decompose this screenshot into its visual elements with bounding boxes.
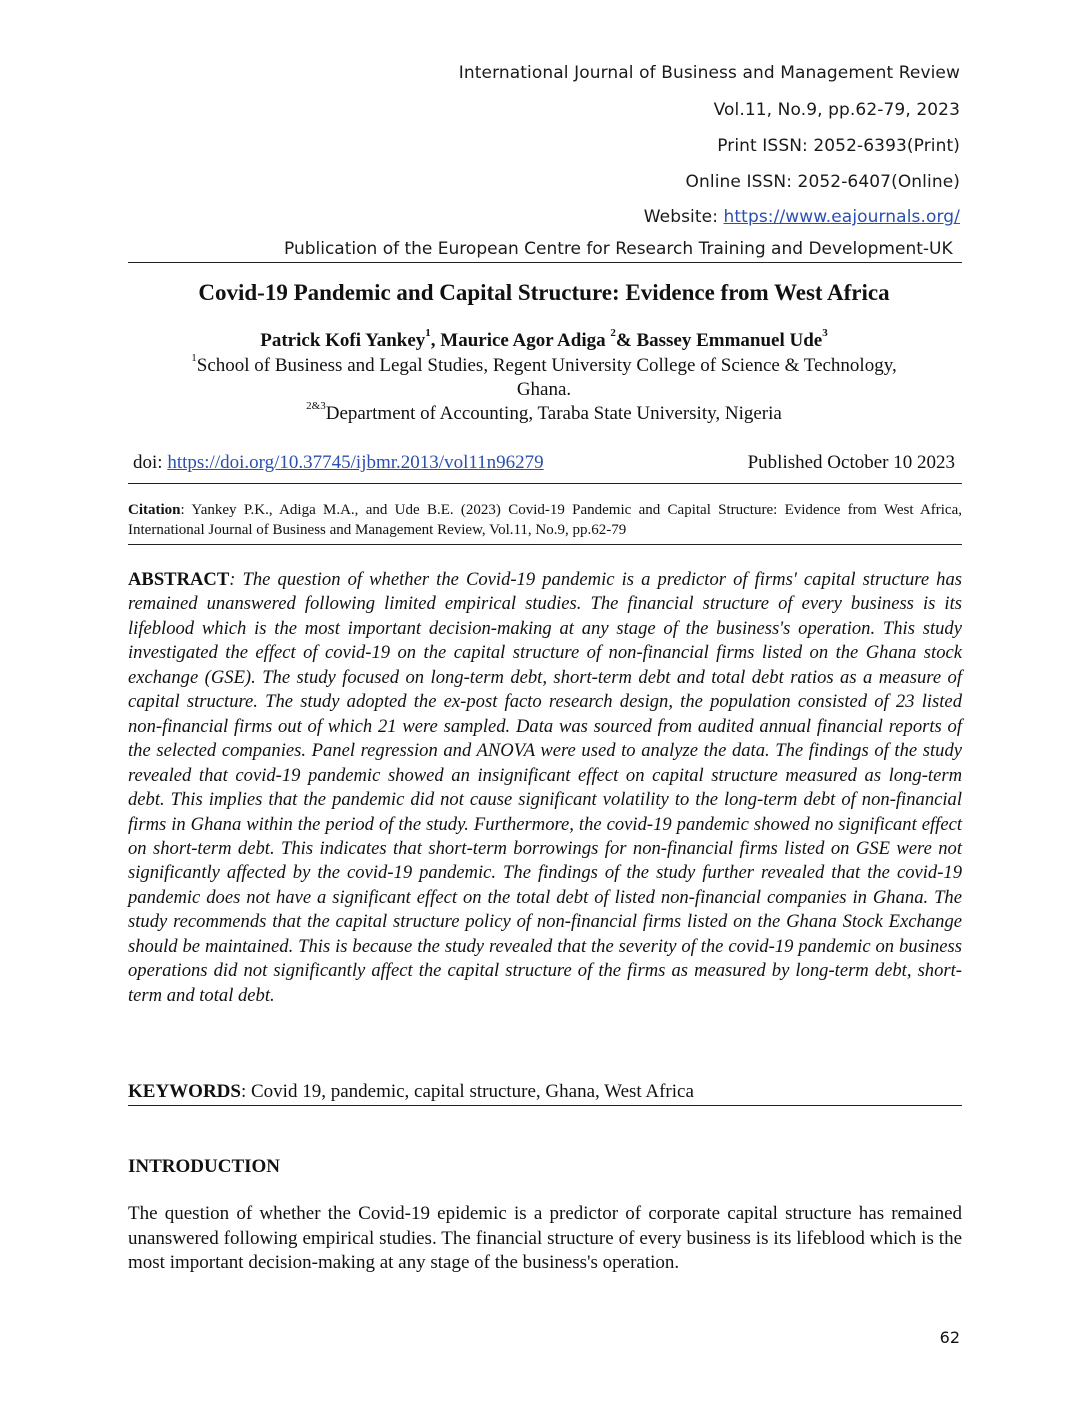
- author-1-sup: 1: [425, 327, 431, 339]
- affiliation-1-text: School of Business and Legal Studies, Regent University College of Science & Technology,: [196, 355, 897, 376]
- doi: [133, 452, 544, 474]
- print-issn: Print ISSN: 2052-6393(Print): [717, 136, 960, 156]
- header-rule: [128, 262, 962, 263]
- volume-info: Vol.11, No.9, pp.62-79, 2023: [713, 100, 960, 120]
- keywords: [128, 1081, 962, 1103]
- doi-label: doi:: [133, 452, 168, 473]
- page-number: 62: [939, 1328, 960, 1347]
- affiliation-1: [0, 352, 1088, 377]
- citation-label: Citation: [128, 502, 181, 518]
- author-3-sup: 3: [822, 327, 828, 339]
- abstract: [128, 568, 962, 1008]
- affiliation-1-country: Ghana.: [516, 379, 572, 400]
- author-3: & Bassey Emmanuel Ude: [615, 330, 823, 351]
- affiliation-2-text: Department of Accounting, Taraba State University, Nigeria: [325, 403, 782, 424]
- abstract-text: : The question of whether the Covid-19 pandemic is a predictor of firms' capital structure has remained unanswered following limited empirical studies. The financial structure of every business is its lifeblood which is the most important decision-making at any stage of the business's operation. This study investigated the effect of covid-19 on the capital structure of non-financial firms listed on the Ghana stock exchange (GSE). The study focused on long-term debt, short-term debt and total debt ratios as a measure of capital structure. The study adopted the ex-post facto research design, the population consisted of 23 listed non-financial firms out of which 21 were sampled. Data was sourced from audited annual financial reports of the selected companies. Panel regression and ANOVA were used to analyze the data. The findings of the study revealed that covid-19 pandemic showed an insignificant effect on capital structure measured as long-term debt. This implies that the pandemic did not cause significant volatility to the long-term debt of non-financial firms in Ghana within the period of the study. Furthermore, the covid-19 pandemic showed no significant effect on short-term debt. This indicates that short-term borrowings for non-financial firms listed on GSE were not significantly affected by the covid-19 pandemic. The findings of the study further revealed that the covid-19 pandemic does not have a significant effect on the total debt of listed non-financial companies in Ghana. The study recommends that the capital structure policy of non-financial firms listed on the Ghana Stock Exchange should be maintained. This is because the study revealed that the severity of the covid-19 pandemic on business operations did not significantly affect the capital structure of the firms as measured by long-term debt, short-term and total debt.: [128, 569, 962, 1006]
- journal-name: International Journal of Business and Management Review: [458, 63, 960, 83]
- publisher-line: Publication of the European Centre for Research Training and Development-UK: [284, 239, 953, 259]
- keywords-text: : Covid 19, pandemic, capital structure, Ghana, West Africa: [240, 1081, 694, 1102]
- citation-rule: [128, 544, 962, 545]
- author-2-sup: 2: [610, 327, 616, 339]
- doi-rule: [128, 483, 962, 484]
- introduction-heading: INTRODUCTION: [128, 1156, 281, 1177]
- author-list: [0, 327, 1088, 352]
- website-link[interactable]: https://www.eajournals.org/: [723, 207, 960, 227]
- paper-title: Covid-19 Pandemic and Capital Structure: Evidence from West Africa: [198, 280, 890, 305]
- keywords-label: KEYWORDS: [128, 1081, 241, 1102]
- citation-text: : Yankey P.K., Adiga M.A., and Ude B.E. (2023) Covid-19 Pandemic and Capital Structure: Evidence from West Africa, International Journal of Business and Management Review, Vol.11, No.9, pp.62-79: [128, 502, 962, 538]
- website-line: [644, 207, 960, 227]
- keywords-rule: [128, 1105, 962, 1106]
- author-2: , Maurice Agor Adiga: [430, 330, 611, 351]
- website-label: Website:: [643, 207, 724, 227]
- published-date: Published October 10 2023: [747, 452, 955, 473]
- affiliation-1-sup: 1: [191, 352, 197, 364]
- introduction-paragraph: The question of whether the Covid-19 epidemic is a predictor of corporate capital structure has remained unanswered following empirical studies. The financial structure of every business is its lifeblood which is the most important decision-making at any stage of the business's operation.: [128, 1203, 962, 1274]
- affiliation-2: [0, 400, 1088, 425]
- abstract-label: ABSTRACT: [128, 569, 230, 590]
- author-1: Patrick Kofi Yankey: [260, 330, 426, 351]
- doi-link[interactable]: https://doi.org/10.37745/ijbmr.2013/vol11n96279: [167, 452, 544, 473]
- online-issn: Online ISSN: 2052-6407(Online): [685, 172, 960, 192]
- citation: [128, 500, 962, 540]
- affiliation-2-sup: 2&3: [306, 400, 326, 412]
